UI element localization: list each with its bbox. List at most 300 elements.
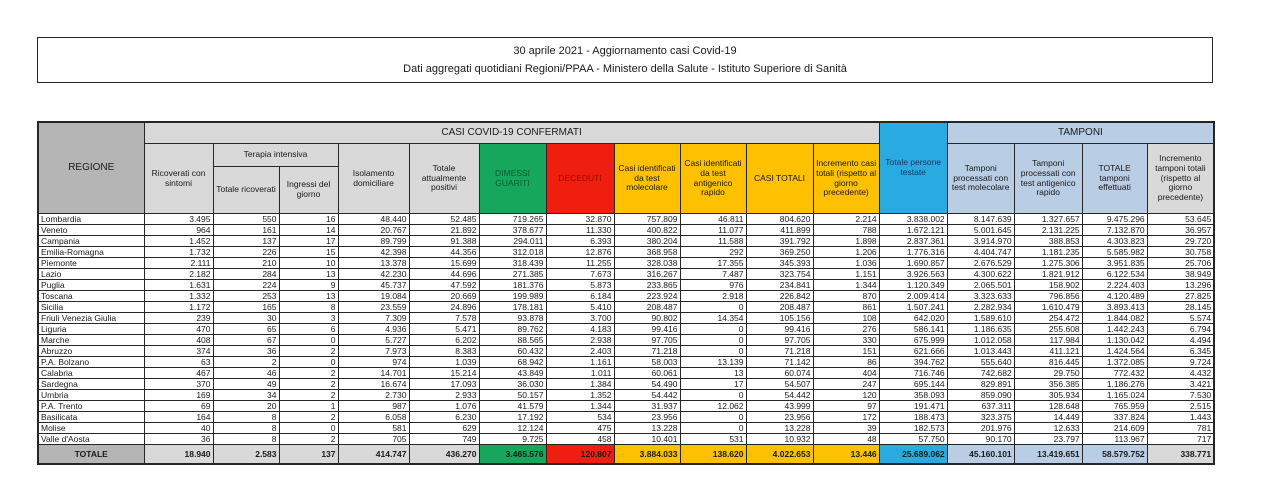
region-cell: Molise [38, 423, 144, 434]
value-cell: 42.398 [338, 247, 409, 258]
value-cell: 15 [279, 247, 338, 258]
value-cell: 0 [680, 302, 746, 313]
value-cell: 36 [144, 434, 213, 445]
value-cell: 1.332 [144, 291, 213, 302]
value-cell: 9.475.296 [1082, 214, 1147, 225]
value-cell: 3.421 [1147, 379, 1214, 390]
value-cell: 113.967 [1082, 434, 1147, 445]
region-cell: TOTALE [38, 445, 144, 465]
value-cell: 223.924 [614, 291, 680, 302]
col-header-totale-persone-testate: Totale persone testate [879, 122, 947, 214]
region-cell: Marche [38, 335, 144, 346]
value-cell: 5.727 [338, 335, 409, 346]
value-cell: 88.565 [479, 335, 546, 346]
value-cell: 475 [546, 423, 614, 434]
value-cell: 30 [213, 313, 279, 324]
value-cell: 13.139 [680, 357, 746, 368]
value-cell: 169 [144, 390, 213, 401]
value-cell: 178.181 [479, 302, 546, 313]
value-cell: 164 [144, 412, 213, 423]
value-cell: 14.354 [680, 313, 746, 324]
value-cell: 226 [213, 247, 279, 258]
value-cell: 2.730 [338, 390, 409, 401]
value-cell: 13.446 [813, 445, 879, 465]
value-cell: 1.844.082 [1082, 313, 1147, 324]
value-cell: 41.579 [479, 401, 546, 412]
value-cell: 23.559 [338, 302, 409, 313]
value-cell: 1.076 [409, 401, 479, 412]
value-cell: 214.609 [1082, 423, 1147, 434]
value-cell: 3.914.970 [947, 236, 1014, 247]
value-cell: 12.124 [479, 423, 546, 434]
value-cell: 370 [144, 379, 213, 390]
value-cell: 57.750 [879, 434, 947, 445]
col-header-dimessi-guariti: DIMESSI GUARITI [479, 144, 546, 214]
value-cell: 3.465.576 [479, 445, 546, 465]
value-cell: 675.999 [879, 335, 947, 346]
region-cell: Lombardia [38, 214, 144, 225]
value-cell: 234.841 [746, 280, 813, 291]
value-cell: 8 [213, 412, 279, 423]
value-cell: 1.610.479 [1014, 302, 1082, 313]
value-cell: 17 [680, 379, 746, 390]
value-cell: 40 [144, 423, 213, 434]
value-cell: 742.682 [947, 368, 1014, 379]
value-cell: 581 [338, 423, 409, 434]
value-cell: 305.934 [1014, 390, 1082, 401]
table-row [38, 302, 1214, 313]
value-cell: 717 [1147, 434, 1214, 445]
value-cell: 247 [813, 379, 879, 390]
value-cell: 411.121 [1014, 346, 1082, 357]
value-cell: 534 [546, 412, 614, 423]
value-cell: 255.608 [1014, 324, 1082, 335]
value-cell: 89.799 [338, 236, 409, 247]
value-cell: 63 [144, 357, 213, 368]
value-cell: 16 [279, 214, 338, 225]
report-subtitle: Dati aggregati quotidiani Regioni/PPAA - Ministero della Salute - Istituto Superiore di Sanità [403, 63, 847, 76]
value-cell: 369.250 [746, 247, 813, 258]
value-cell: 8 [279, 302, 338, 313]
value-cell: 816.445 [1014, 357, 1082, 368]
value-cell: 316.267 [614, 269, 680, 280]
value-cell: 36.030 [479, 379, 546, 390]
value-cell: 330 [813, 335, 879, 346]
col-header-tamponi-molecolare: Tamponi processati con test molecolare [947, 144, 1014, 214]
value-cell: 5.410 [546, 302, 614, 313]
value-cell: 388.853 [1014, 236, 1082, 247]
value-cell: 10.401 [614, 434, 680, 445]
col-header-ingressi-del-giorno: Ingressi del giorno [279, 167, 338, 214]
value-cell: 719.265 [479, 214, 546, 225]
value-cell: 467 [144, 368, 213, 379]
region-cell: Basilicata [38, 412, 144, 423]
value-cell: 8 [213, 423, 279, 434]
value-cell: 292 [680, 247, 746, 258]
value-cell: 1.344 [813, 280, 879, 291]
value-cell: 2 [279, 379, 338, 390]
value-cell: 17.192 [479, 412, 546, 423]
value-cell: 1.165.024 [1082, 390, 1147, 401]
value-cell: 31.937 [614, 401, 680, 412]
col-header-tamponi-antigenico: Tamponi processati con test antigenico rapido [1014, 144, 1082, 214]
value-cell: 3.926.563 [879, 269, 947, 280]
value-cell: 44.356 [409, 247, 479, 258]
table-row [38, 412, 1214, 423]
value-cell: 1.181.235 [1014, 247, 1082, 258]
value-cell: 239 [144, 313, 213, 324]
value-cell: 1.039 [409, 357, 479, 368]
value-cell: 1.776.316 [879, 247, 947, 258]
value-cell: 54.507 [746, 379, 813, 390]
table-row [38, 390, 1214, 401]
value-cell: 67 [213, 335, 279, 346]
value-cell: 7.309 [338, 313, 409, 324]
value-cell: 408 [144, 335, 213, 346]
value-cell: 97.705 [614, 335, 680, 346]
value-cell: 21.892 [409, 225, 479, 236]
value-cell: 637.311 [947, 401, 1014, 412]
table-row [38, 236, 1214, 247]
value-cell: 52.485 [409, 214, 479, 225]
value-cell: 120 [813, 390, 879, 401]
value-cell: 172 [813, 412, 879, 423]
value-cell: 6.794 [1147, 324, 1214, 335]
value-cell: 642.020 [879, 313, 947, 324]
value-cell: 2.676.529 [947, 258, 1014, 269]
table-row [38, 423, 1214, 434]
value-cell: 1.631 [144, 280, 213, 291]
value-cell: 0 [680, 335, 746, 346]
value-cell: 0 [279, 423, 338, 434]
value-cell: 0 [680, 412, 746, 423]
table-row [38, 280, 1214, 291]
value-cell: 458 [546, 434, 614, 445]
value-cell: 54.442 [614, 390, 680, 401]
value-cell: 1 [279, 401, 338, 412]
region-cell: Toscana [38, 291, 144, 302]
value-cell: 337.824 [1082, 412, 1147, 423]
value-cell: 3 [279, 313, 338, 324]
value-cell: 128.648 [1014, 401, 1082, 412]
col-header-casi-test-antigenico: Casi identificati da test antigenico rapido [680, 144, 746, 214]
value-cell: 271.385 [479, 269, 546, 280]
value-cell: 108 [813, 313, 879, 324]
value-cell: 17.093 [409, 379, 479, 390]
value-cell: 757.809 [614, 214, 680, 225]
value-cell: 20 [213, 401, 279, 412]
region-cell: Abruzzo [38, 346, 144, 357]
col-header-casi-totali: CASI TOTALI [746, 144, 813, 214]
value-cell: 58.579.752 [1082, 445, 1147, 465]
value-cell: 99.416 [746, 324, 813, 335]
value-cell: 1.172 [144, 302, 213, 313]
value-cell: 42.230 [338, 269, 409, 280]
value-cell: 411.899 [746, 225, 813, 236]
value-cell: 987 [338, 401, 409, 412]
value-cell: 158.902 [1014, 280, 1082, 291]
value-cell: 2.224.403 [1082, 280, 1147, 291]
covid-data-table [37, 121, 1215, 465]
value-cell: 765.959 [1082, 401, 1147, 412]
value-cell: 17.355 [680, 258, 746, 269]
value-cell: 20.767 [338, 225, 409, 236]
value-cell: 19.084 [338, 291, 409, 302]
value-cell: 1.442.243 [1082, 324, 1147, 335]
value-cell: 1.898 [813, 236, 879, 247]
value-cell: 50.157 [479, 390, 546, 401]
value-cell: 861 [813, 302, 879, 313]
value-cell: 829.891 [947, 379, 1014, 390]
col-header-isolamento-domiciliare: Isolamento domiciliare [338, 144, 409, 214]
value-cell: 3.700 [546, 313, 614, 324]
value-cell: 4.432 [1147, 368, 1214, 379]
group-header-terapia-intensiva: Terapia intensiva [213, 144, 338, 167]
value-cell: 796.856 [1014, 291, 1082, 302]
value-cell: 294.011 [479, 236, 546, 247]
value-cell: 2.933 [409, 390, 479, 401]
value-cell: 859.090 [947, 390, 1014, 401]
value-cell: 29.750 [1014, 368, 1082, 379]
value-cell: 1.507.241 [879, 302, 947, 313]
value-cell: 191.471 [879, 401, 947, 412]
value-cell: 8.383 [409, 346, 479, 357]
report-title: 30 aprile 2021 - Aggiornamento casi Covid-19 [513, 44, 737, 57]
region-cell: Liguria [38, 324, 144, 335]
value-cell: 14.701 [338, 368, 409, 379]
region-cell: Sardegna [38, 379, 144, 390]
value-cell: 1.352 [546, 390, 614, 401]
value-cell: 4.494 [1147, 335, 1214, 346]
value-cell: 25.706 [1147, 258, 1214, 269]
value-cell: 68.942 [479, 357, 546, 368]
value-cell: 25.689.062 [879, 445, 947, 465]
value-cell: 44.696 [409, 269, 479, 280]
value-cell: 7.673 [546, 269, 614, 280]
table-row [38, 346, 1214, 357]
value-cell: 47.592 [409, 280, 479, 291]
value-cell: 36.957 [1147, 225, 1214, 236]
value-cell: 4.022.653 [746, 445, 813, 465]
region-cell: Valle d'Aosta [38, 434, 144, 445]
value-cell: 5.471 [409, 324, 479, 335]
value-cell: 378.677 [479, 225, 546, 236]
value-cell: 586.141 [879, 324, 947, 335]
value-cell: 46.811 [680, 214, 746, 225]
value-cell: 11.330 [546, 225, 614, 236]
value-cell: 2.131.225 [1014, 225, 1082, 236]
col-header-ricoverati-con-sintomi: Ricoverati con sintomi [144, 144, 213, 214]
value-cell: 2 [279, 412, 338, 423]
report-title-box [37, 37, 1213, 83]
value-cell: 13.228 [614, 423, 680, 434]
col-header-incremento-casi-totali: Incremento casi totali (rispetto al giorno precedente) [813, 144, 879, 214]
value-cell: 1.161 [546, 357, 614, 368]
value-cell: 974 [338, 357, 409, 368]
value-cell: 71.218 [746, 346, 813, 357]
col-header-totale-ricoverati: Totale ricoverati [213, 167, 279, 214]
value-cell: 1.384 [546, 379, 614, 390]
value-cell: 11.255 [546, 258, 614, 269]
table-row [38, 269, 1214, 280]
region-cell: Umbria [38, 390, 144, 401]
value-cell: 1.821.912 [1014, 269, 1082, 280]
value-cell: 117.984 [1014, 335, 1082, 346]
value-cell: 2.515 [1147, 401, 1214, 412]
value-cell: 58.003 [614, 357, 680, 368]
value-cell: 90.170 [947, 434, 1014, 445]
value-cell: 1.372.085 [1082, 357, 1147, 368]
table-row [38, 258, 1214, 269]
value-cell: 3.893.413 [1082, 302, 1147, 313]
value-cell: 716.746 [879, 368, 947, 379]
value-cell: 13 [279, 291, 338, 302]
value-cell: 328.038 [614, 258, 680, 269]
value-cell: 0 [680, 324, 746, 335]
value-cell: 2.065.501 [947, 280, 1014, 291]
value-cell: 695.144 [879, 379, 947, 390]
value-cell: 964 [144, 225, 213, 236]
value-cell: 312.018 [479, 247, 546, 258]
table-row [38, 313, 1214, 324]
value-cell: 48 [813, 434, 879, 445]
value-cell: 254.472 [1014, 313, 1082, 324]
value-cell: 181.376 [479, 280, 546, 291]
region-cell: Lazio [38, 269, 144, 280]
value-cell: 43.849 [479, 368, 546, 379]
value-cell: 3.495 [144, 214, 213, 225]
value-cell: 5.873 [546, 280, 614, 291]
value-cell: 15.214 [409, 368, 479, 379]
value-cell: 284 [213, 269, 279, 280]
value-cell: 323.754 [746, 269, 813, 280]
value-cell: 151 [813, 346, 879, 357]
value-cell: 7.530 [1147, 390, 1214, 401]
table-row [38, 401, 1214, 412]
table-row [38, 368, 1214, 379]
value-cell: 1.120.349 [879, 280, 947, 291]
value-cell: 8 [213, 434, 279, 445]
value-cell: 13 [680, 368, 746, 379]
value-cell: 1.011 [546, 368, 614, 379]
value-cell: 550 [213, 214, 279, 225]
value-cell: 1.327.657 [1014, 214, 1082, 225]
value-cell: 1.275.306 [1014, 258, 1082, 269]
value-cell: 182.573 [879, 423, 947, 434]
value-cell: 43.999 [746, 401, 813, 412]
value-cell: 105.156 [746, 313, 813, 324]
value-cell: 16.674 [338, 379, 409, 390]
value-cell: 1.452 [144, 236, 213, 247]
value-cell: 253 [213, 291, 279, 302]
value-cell: 358.093 [879, 390, 947, 401]
value-cell: 5.574 [1147, 313, 1214, 324]
value-cell: 199.989 [479, 291, 546, 302]
region-cell: Campania [38, 236, 144, 247]
value-cell: 27.825 [1147, 291, 1214, 302]
value-cell: 414.747 [338, 445, 409, 465]
value-cell: 17 [279, 236, 338, 247]
value-cell: 0 [680, 346, 746, 357]
col-header-incremento-tamponi: Incremento tamponi totali (rispetto al giorno precedente) [1147, 144, 1214, 214]
value-cell: 4.183 [546, 324, 614, 335]
value-cell: 7.132.870 [1082, 225, 1147, 236]
col-header-casi-test-molecolare: Casi identificati da test molecolare [614, 144, 680, 214]
table-row [38, 291, 1214, 302]
value-cell: 6.202 [409, 335, 479, 346]
value-cell: 11.588 [680, 236, 746, 247]
value-cell: 9.724 [1147, 357, 1214, 368]
value-cell: 23.956 [746, 412, 813, 423]
value-cell: 9 [279, 280, 338, 291]
value-cell: 368.958 [614, 247, 680, 258]
value-cell: 9.725 [479, 434, 546, 445]
value-cell: 15.699 [409, 258, 479, 269]
value-cell: 4.404.747 [947, 247, 1014, 258]
value-cell: 1.424.564 [1082, 346, 1147, 357]
table-row [38, 324, 1214, 335]
value-cell: 12.062 [680, 401, 746, 412]
value-cell: 2 [213, 357, 279, 368]
col-header-deceduti: DECEDUTI [546, 144, 614, 214]
value-cell: 404 [813, 368, 879, 379]
value-cell: 69 [144, 401, 213, 412]
value-cell: 8.147.639 [947, 214, 1014, 225]
value-cell: 7.578 [409, 313, 479, 324]
value-cell: 1.589.610 [947, 313, 1014, 324]
value-cell: 29.720 [1147, 236, 1214, 247]
value-cell: 201.976 [947, 423, 1014, 434]
value-cell: 6.184 [546, 291, 614, 302]
value-cell: 2.111 [144, 258, 213, 269]
value-cell: 0 [279, 357, 338, 368]
value-cell: 5.001.645 [947, 225, 1014, 236]
value-cell: 1.036 [813, 258, 879, 269]
value-cell: 13 [279, 269, 338, 280]
group-header-tamponi: TAMPONI [947, 122, 1214, 144]
value-cell: 1.012.058 [947, 335, 1014, 346]
region-cell: P.A. Bolzano [38, 357, 144, 368]
value-cell: 97 [813, 401, 879, 412]
value-cell: 10 [279, 258, 338, 269]
table-body [38, 214, 1214, 465]
col-header-regione: REGIONE [38, 122, 144, 214]
value-cell: 12.876 [546, 247, 614, 258]
value-cell: 338.771 [1147, 445, 1214, 465]
value-cell: 91.388 [409, 236, 479, 247]
value-cell: 93.878 [479, 313, 546, 324]
value-cell: 976 [680, 280, 746, 291]
value-cell: 2.282.934 [947, 302, 1014, 313]
value-cell: 5.585.982 [1082, 247, 1147, 258]
region-cell: Sicilia [38, 302, 144, 313]
value-cell: 1.013.443 [947, 346, 1014, 357]
value-cell: 4.300.622 [947, 269, 1014, 280]
value-cell: 23.956 [614, 412, 680, 423]
table-row [38, 214, 1214, 225]
value-cell: 71.142 [746, 357, 813, 368]
value-cell: 32.870 [546, 214, 614, 225]
value-cell: 97.705 [746, 335, 813, 346]
value-cell: 436.270 [409, 445, 479, 465]
value-cell: 4.303.823 [1082, 236, 1147, 247]
value-cell: 391.792 [746, 236, 813, 247]
value-cell: 13.228 [746, 423, 813, 434]
region-cell: Calabria [38, 368, 144, 379]
value-cell: 46 [213, 368, 279, 379]
value-cell: 0 [680, 390, 746, 401]
value-cell: 45.160.101 [947, 445, 1014, 465]
